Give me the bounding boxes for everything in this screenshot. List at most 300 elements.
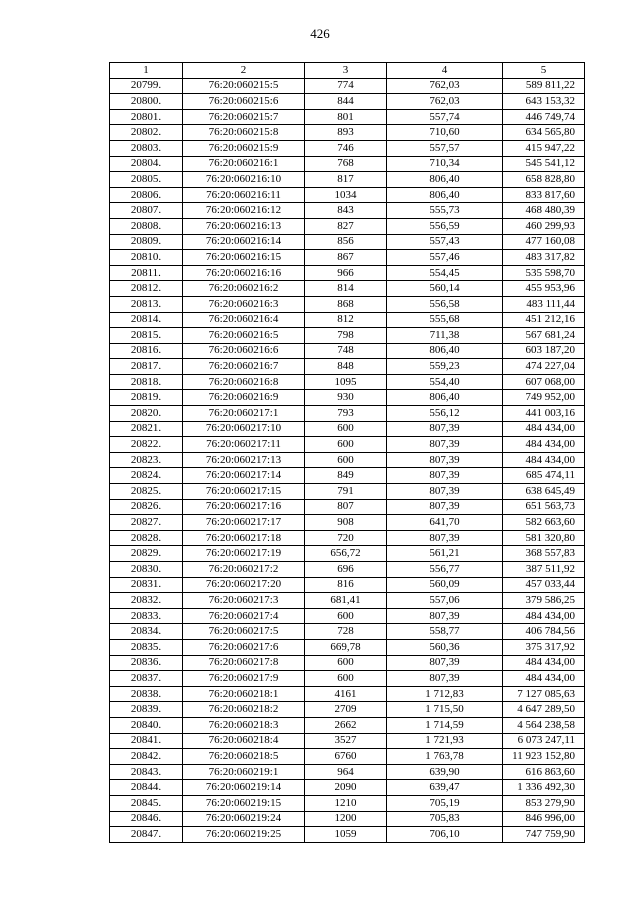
value-cell: 643 153,32 [503, 94, 585, 110]
cadastral-number-cell: 76:20:060216:4 [183, 312, 305, 328]
row-number-cell: 20835. [110, 639, 183, 655]
area-cell: 848 [305, 359, 387, 375]
cadastral-number-cell: 76:20:060217:8 [183, 655, 305, 671]
cadastral-number-cell: 76:20:060217:17 [183, 515, 305, 531]
table-row [110, 374, 585, 390]
cadastral-number-cell: 76:20:060218:2 [183, 702, 305, 718]
table-row [110, 172, 585, 188]
area-cell: 2662 [305, 717, 387, 733]
value-cell: 484 434,00 [503, 655, 585, 671]
row-number-cell: 20841. [110, 733, 183, 749]
cadastral-number-cell: 76:20:060219:24 [183, 811, 305, 827]
row-number-cell: 20836. [110, 655, 183, 671]
area-cell: 867 [305, 250, 387, 266]
row-number-cell: 20840. [110, 717, 183, 733]
area-cell: 600 [305, 421, 387, 437]
page-number: 426 [310, 26, 330, 41]
area-cell: 4161 [305, 686, 387, 702]
cadastral-number-cell: 76:20:060217:18 [183, 530, 305, 546]
cadastral-number-cell: 76:20:060216:15 [183, 250, 305, 266]
table-row [110, 390, 585, 406]
cadastral-number-cell: 76:20:060217:15 [183, 484, 305, 500]
table-header-row [110, 63, 585, 79]
cadastral-number-cell: 76:20:060216:6 [183, 343, 305, 359]
table-row [110, 203, 585, 219]
cadastral-number-cell: 76:20:060215:9 [183, 140, 305, 156]
table-row [110, 234, 585, 250]
value-cell: 651 563,73 [503, 499, 585, 515]
area-cell: 2709 [305, 702, 387, 718]
area-cell: 827 [305, 218, 387, 234]
table-row [110, 328, 585, 344]
area-cell: 844 [305, 94, 387, 110]
column-header: 1 [110, 63, 183, 79]
value-cell: 658 828,80 [503, 172, 585, 188]
rate-cell: 557,46 [387, 250, 503, 266]
value-cell: 581 320,80 [503, 530, 585, 546]
table-row [110, 156, 585, 172]
value-cell: 468 480,39 [503, 203, 585, 219]
value-cell: 589 811,22 [503, 78, 585, 94]
rate-cell: 558,77 [387, 624, 503, 640]
table-row [110, 717, 585, 733]
cadastral-number-cell: 76:20:060216:7 [183, 359, 305, 375]
row-number-cell: 20822. [110, 437, 183, 453]
rate-cell: 710,60 [387, 125, 503, 141]
row-number-cell: 20837. [110, 671, 183, 687]
cadastral-number-cell: 76:20:060215:5 [183, 78, 305, 94]
rate-cell: 807,39 [387, 468, 503, 484]
rate-cell: 705,83 [387, 811, 503, 827]
table-row [110, 780, 585, 796]
cadastral-number-cell: 76:20:060217:20 [183, 577, 305, 593]
row-number-cell: 20832. [110, 593, 183, 609]
value-cell: 634 565,80 [503, 125, 585, 141]
cadastral-number-cell: 76:20:060215:6 [183, 94, 305, 110]
row-number-cell: 20847. [110, 827, 183, 843]
rate-cell: 641,70 [387, 515, 503, 531]
row-number-cell: 20830. [110, 562, 183, 578]
table-body [110, 78, 585, 842]
row-number-cell: 20811. [110, 265, 183, 281]
value-cell: 415 947,22 [503, 140, 585, 156]
row-number-cell: 20843. [110, 764, 183, 780]
rate-cell: 1 715,50 [387, 702, 503, 718]
area-cell: 656,72 [305, 546, 387, 562]
cadastral-number-cell: 76:20:060217:14 [183, 468, 305, 484]
area-cell: 774 [305, 78, 387, 94]
cadastral-number-cell: 76:20:060215:7 [183, 109, 305, 125]
table-row [110, 562, 585, 578]
area-cell: 868 [305, 296, 387, 312]
row-number-cell: 20805. [110, 172, 183, 188]
row-number-cell: 20820. [110, 406, 183, 422]
row-number-cell: 20808. [110, 218, 183, 234]
cadastral-number-cell: 76:20:060217:10 [183, 421, 305, 437]
row-number-cell: 20814. [110, 312, 183, 328]
row-number-cell: 20842. [110, 749, 183, 765]
value-cell: 545 541,12 [503, 156, 585, 172]
cadastral-number-cell: 76:20:060217:9 [183, 671, 305, 687]
area-cell: 791 [305, 484, 387, 500]
table-row [110, 109, 585, 125]
data-table [109, 62, 585, 843]
rate-cell: 806,40 [387, 187, 503, 203]
table-row [110, 296, 585, 312]
row-number-cell: 20821. [110, 421, 183, 437]
table-row [110, 406, 585, 422]
row-number-cell: 20812. [110, 281, 183, 297]
area-cell: 801 [305, 109, 387, 125]
value-cell: 484 434,00 [503, 608, 585, 624]
area-cell: 816 [305, 577, 387, 593]
value-cell: 484 434,00 [503, 437, 585, 453]
value-cell: 607 068,00 [503, 374, 585, 390]
value-cell: 455 953,96 [503, 281, 585, 297]
value-cell: 603 187,20 [503, 343, 585, 359]
rate-cell: 556,58 [387, 296, 503, 312]
row-number-cell: 20813. [110, 296, 183, 312]
row-number-cell: 20810. [110, 250, 183, 266]
area-cell: 748 [305, 343, 387, 359]
rate-cell: 806,40 [387, 343, 503, 359]
value-cell: 747 759,90 [503, 827, 585, 843]
cadastral-number-cell: 76:20:060216:11 [183, 187, 305, 203]
table-row [110, 452, 585, 468]
value-cell: 379 586,25 [503, 593, 585, 609]
row-number-cell: 20844. [110, 780, 183, 796]
value-cell: 7 127 085,63 [503, 686, 585, 702]
cadastral-number-cell: 76:20:060219:15 [183, 795, 305, 811]
cadastral-number-cell: 76:20:060216:10 [183, 172, 305, 188]
cadastral-number-cell: 76:20:060216:12 [183, 203, 305, 219]
row-number-cell: 20818. [110, 374, 183, 390]
rate-cell: 1 763,78 [387, 749, 503, 765]
table-row [110, 530, 585, 546]
cadastral-number-cell: 76:20:060219:14 [183, 780, 305, 796]
table-row [110, 811, 585, 827]
row-number-cell: 20826. [110, 499, 183, 515]
area-cell: 600 [305, 671, 387, 687]
area-cell: 843 [305, 203, 387, 219]
rate-cell: 762,03 [387, 94, 503, 110]
table-row [110, 671, 585, 687]
value-cell: 846 996,00 [503, 811, 585, 827]
area-cell: 964 [305, 764, 387, 780]
table-row [110, 655, 585, 671]
row-number-cell: 20817. [110, 359, 183, 375]
area-cell: 768 [305, 156, 387, 172]
cadastral-number-cell: 76:20:060216:13 [183, 218, 305, 234]
table-row [110, 593, 585, 609]
column-header: 3 [305, 63, 387, 79]
rate-cell: 807,39 [387, 484, 503, 500]
area-cell: 798 [305, 328, 387, 344]
value-cell: 833 817,60 [503, 187, 585, 203]
value-cell: 406 784,56 [503, 624, 585, 640]
area-cell: 1059 [305, 827, 387, 843]
row-number-cell: 20845. [110, 795, 183, 811]
rate-cell: 559,23 [387, 359, 503, 375]
cadastral-number-cell: 76:20:060216:2 [183, 281, 305, 297]
value-cell: 484 434,00 [503, 452, 585, 468]
value-cell: 446 749,74 [503, 109, 585, 125]
table-row [110, 624, 585, 640]
value-cell: 4 647 289,50 [503, 702, 585, 718]
area-cell: 6760 [305, 749, 387, 765]
rate-cell: 705,19 [387, 795, 503, 811]
cadastral-number-cell: 76:20:060217:2 [183, 562, 305, 578]
table-row [110, 421, 585, 437]
area-cell: 812 [305, 312, 387, 328]
rate-cell: 710,34 [387, 156, 503, 172]
area-cell: 807 [305, 499, 387, 515]
cadastral-number-cell: 76:20:060217:3 [183, 593, 305, 609]
column-header: 5 [503, 63, 585, 79]
area-cell: 908 [305, 515, 387, 531]
value-cell: 6 073 247,11 [503, 733, 585, 749]
value-cell: 484 434,00 [503, 671, 585, 687]
rate-cell: 807,39 [387, 421, 503, 437]
table-row [110, 343, 585, 359]
table-row [110, 827, 585, 843]
area-cell: 600 [305, 655, 387, 671]
table-row [110, 702, 585, 718]
table-row [110, 546, 585, 562]
row-number-cell: 20838. [110, 686, 183, 702]
area-cell: 930 [305, 390, 387, 406]
row-number-cell: 20809. [110, 234, 183, 250]
table-row [110, 187, 585, 203]
area-cell: 966 [305, 265, 387, 281]
row-number-cell: 20819. [110, 390, 183, 406]
cadastral-number-cell: 76:20:060218:5 [183, 749, 305, 765]
row-number-cell: 20824. [110, 468, 183, 484]
table-row [110, 764, 585, 780]
rate-cell: 639,90 [387, 764, 503, 780]
value-cell: 749 952,00 [503, 390, 585, 406]
area-cell: 849 [305, 468, 387, 484]
table-row [110, 484, 585, 500]
table-row [110, 218, 585, 234]
rate-cell: 807,39 [387, 452, 503, 468]
table-row [110, 359, 585, 375]
row-number-cell: 20825. [110, 484, 183, 500]
cadastral-number-cell: 76:20:060219:1 [183, 764, 305, 780]
cadastral-number-cell: 76:20:060216:14 [183, 234, 305, 250]
area-cell: 600 [305, 452, 387, 468]
table-row [110, 94, 585, 110]
table-row [110, 140, 585, 156]
row-number-cell: 20800. [110, 94, 183, 110]
value-cell: 477 160,08 [503, 234, 585, 250]
rate-cell: 1 712,83 [387, 686, 503, 702]
value-cell: 11 923 152,80 [503, 749, 585, 765]
table-row [110, 499, 585, 515]
area-cell: 793 [305, 406, 387, 422]
value-cell: 460 299,93 [503, 218, 585, 234]
cadastral-number-cell: 76:20:060217:16 [183, 499, 305, 515]
rate-cell: 555,73 [387, 203, 503, 219]
area-cell: 728 [305, 624, 387, 640]
cadastral-number-cell: 76:20:060217:13 [183, 452, 305, 468]
row-number-cell: 20828. [110, 530, 183, 546]
rate-cell: 807,39 [387, 671, 503, 687]
value-cell: 387 511,92 [503, 562, 585, 578]
table-row [110, 577, 585, 593]
rate-cell: 639,47 [387, 780, 503, 796]
area-cell: 1200 [305, 811, 387, 827]
rate-cell: 807,39 [387, 608, 503, 624]
rate-cell: 554,40 [387, 374, 503, 390]
value-cell: 451 212,16 [503, 312, 585, 328]
value-cell: 368 557,83 [503, 546, 585, 562]
cadastral-number-cell: 76:20:060217:6 [183, 639, 305, 655]
value-cell: 483 317,82 [503, 250, 585, 266]
cadastral-number-cell: 76:20:060216:9 [183, 390, 305, 406]
table-row [110, 265, 585, 281]
value-cell: 483 111,44 [503, 296, 585, 312]
rate-cell: 807,39 [387, 655, 503, 671]
rate-cell: 556,77 [387, 562, 503, 578]
value-cell: 685 474,11 [503, 468, 585, 484]
area-cell: 1095 [305, 374, 387, 390]
cadastral-number-cell: 76:20:060216:3 [183, 296, 305, 312]
table-row [110, 78, 585, 94]
table-row [110, 515, 585, 531]
row-number-cell: 20799. [110, 78, 183, 94]
rate-cell: 557,74 [387, 109, 503, 125]
rate-cell: 560,09 [387, 577, 503, 593]
value-cell: 474 227,04 [503, 359, 585, 375]
area-cell: 600 [305, 437, 387, 453]
rate-cell: 561,21 [387, 546, 503, 562]
cadastral-number-cell: 76:20:060217:5 [183, 624, 305, 640]
row-number-cell: 20816. [110, 343, 183, 359]
rate-cell: 806,40 [387, 172, 503, 188]
row-number-cell: 20839. [110, 702, 183, 718]
rate-cell: 554,45 [387, 265, 503, 281]
area-cell: 746 [305, 140, 387, 156]
area-cell: 814 [305, 281, 387, 297]
table-row [110, 608, 585, 624]
value-cell: 4 564 238,58 [503, 717, 585, 733]
cadastral-number-cell: 76:20:060216:16 [183, 265, 305, 281]
cadastral-number-cell: 76:20:060217:4 [183, 608, 305, 624]
cadastral-number-cell: 76:20:060217:19 [183, 546, 305, 562]
row-number-cell: 20827. [110, 515, 183, 531]
value-cell: 638 645,49 [503, 484, 585, 500]
row-number-cell: 20801. [110, 109, 183, 125]
row-number-cell: 20834. [110, 624, 183, 640]
row-number-cell: 20823. [110, 452, 183, 468]
rate-cell: 557,06 [387, 593, 503, 609]
area-cell: 893 [305, 125, 387, 141]
row-number-cell: 20831. [110, 577, 183, 593]
row-number-cell: 20803. [110, 140, 183, 156]
rate-cell: 762,03 [387, 78, 503, 94]
value-cell: 375 317,92 [503, 639, 585, 655]
cadastral-number-cell: 76:20:060217:1 [183, 406, 305, 422]
rate-cell: 807,39 [387, 499, 503, 515]
table-row [110, 795, 585, 811]
table-row [110, 749, 585, 765]
rate-cell: 1 714,59 [387, 717, 503, 733]
rate-cell: 1 721,93 [387, 733, 503, 749]
value-cell: 616 863,60 [503, 764, 585, 780]
area-cell: 2090 [305, 780, 387, 796]
rate-cell: 557,57 [387, 140, 503, 156]
table-row [110, 125, 585, 141]
column-header: 4 [387, 63, 503, 79]
value-cell: 853 279,90 [503, 795, 585, 811]
area-cell: 696 [305, 562, 387, 578]
cadastral-number-cell: 76:20:060219:25 [183, 827, 305, 843]
row-number-cell: 20815. [110, 328, 183, 344]
rate-cell: 711,38 [387, 328, 503, 344]
cadastral-number-cell: 76:20:060216:1 [183, 156, 305, 172]
table-row [110, 312, 585, 328]
rate-cell: 555,68 [387, 312, 503, 328]
area-cell: 720 [305, 530, 387, 546]
cadastral-number-cell: 76:20:060218:4 [183, 733, 305, 749]
table-row [110, 437, 585, 453]
area-cell: 856 [305, 234, 387, 250]
value-cell: 535 598,70 [503, 265, 585, 281]
area-cell: 669,78 [305, 639, 387, 655]
area-cell: 3527 [305, 733, 387, 749]
row-number-cell: 20829. [110, 546, 183, 562]
rate-cell: 706,10 [387, 827, 503, 843]
row-number-cell: 20846. [110, 811, 183, 827]
row-number-cell: 20806. [110, 187, 183, 203]
rate-cell: 807,39 [387, 437, 503, 453]
cadastral-number-cell: 76:20:060216:8 [183, 374, 305, 390]
rate-cell: 806,40 [387, 390, 503, 406]
cadastral-number-cell: 76:20:060216:5 [183, 328, 305, 344]
row-number-cell: 20802. [110, 125, 183, 141]
value-cell: 457 033,44 [503, 577, 585, 593]
column-header: 2 [183, 63, 305, 79]
rate-cell: 560,14 [387, 281, 503, 297]
row-number-cell: 20807. [110, 203, 183, 219]
value-cell: 484 434,00 [503, 421, 585, 437]
table-row [110, 733, 585, 749]
cadastral-number-cell: 76:20:060218:3 [183, 717, 305, 733]
area-cell: 817 [305, 172, 387, 188]
table-row [110, 468, 585, 484]
rate-cell: 560,36 [387, 639, 503, 655]
area-cell: 1210 [305, 795, 387, 811]
table-row [110, 250, 585, 266]
value-cell: 441 003,16 [503, 406, 585, 422]
value-cell: 567 681,24 [503, 328, 585, 344]
row-number-cell: 20804. [110, 156, 183, 172]
rate-cell: 807,39 [387, 530, 503, 546]
area-cell: 600 [305, 608, 387, 624]
rate-cell: 556,12 [387, 406, 503, 422]
area-cell: 681,41 [305, 593, 387, 609]
row-number-cell: 20833. [110, 608, 183, 624]
cadastral-number-cell: 76:20:060217:11 [183, 437, 305, 453]
rate-cell: 557,43 [387, 234, 503, 250]
table-row [110, 281, 585, 297]
value-cell: 582 663,60 [503, 515, 585, 531]
rate-cell: 556,59 [387, 218, 503, 234]
cadastral-number-cell: 76:20:060218:1 [183, 686, 305, 702]
area-cell: 1034 [305, 187, 387, 203]
value-cell: 1 336 492,30 [503, 780, 585, 796]
